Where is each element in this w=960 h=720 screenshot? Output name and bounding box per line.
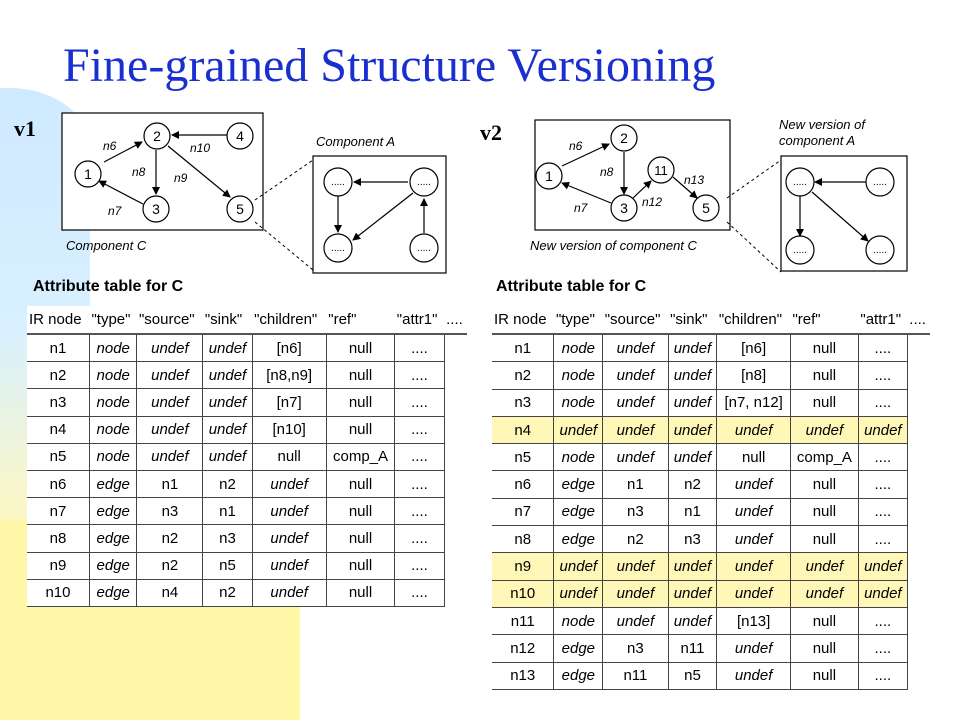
v1-node-2-label: 2 [153,128,161,144]
table-cell: undef [717,580,791,607]
table-cell: undef [668,416,717,443]
column-header: "ref" [790,306,858,334]
table-cell: .... [395,470,444,497]
table-cell: undef [252,525,326,552]
table-cell: n1 [603,471,668,498]
table-cell: [n10] [252,416,326,443]
table-cell: n3 [27,389,89,416]
v1-edge-n7: n7 [108,204,122,218]
table-cell: n11 [668,635,717,662]
table-cell: n7 [27,498,89,525]
table-cell: undef [603,444,668,471]
table-cell: n3 [603,635,668,662]
v2-comp-a-node: ..... [873,177,887,188]
table-cell: undef [603,362,668,389]
column-header: "sink" [668,306,717,334]
table-cell: undef [603,607,668,634]
table-cell: n3 [492,389,554,416]
table-row [27,416,467,443]
v1-component-a [313,156,446,273]
table-row [27,334,467,362]
v2-comp-a-node: ..... [793,177,807,188]
table-cell: undef [554,553,603,580]
table-cell: edge [554,498,603,525]
table-cell: null [326,579,395,606]
v2-node-5-label: 5 [702,200,710,216]
attribute-table-v1 [27,306,467,607]
table-cell: n9 [27,552,89,579]
column-header: "attr1" [395,306,444,334]
table-cell: .... [395,416,444,443]
table-cell: undef [717,471,791,498]
v1-edge-n6: n6 [103,139,117,153]
table-cell: node [89,389,137,416]
table-cell: n2 [203,470,252,497]
table-row [27,389,467,416]
v1-node-1 [75,161,101,187]
table-cell: n2 [668,471,717,498]
table-cell: null [790,498,858,525]
v2-edge-n7: n7 [574,201,588,215]
table-cell: undef [668,553,717,580]
table-cell: undef [203,334,252,362]
table-cell: undef [717,416,791,443]
table-cell: n2 [492,362,554,389]
table-cell: undef [203,443,252,470]
v2-comp-a-node: ..... [793,245,807,256]
v2-node-11 [648,157,674,183]
table-cell: null [326,525,395,552]
v1-component-c-label: Component C [66,238,147,253]
table-cell: undef [603,389,668,416]
column-header: "ref" [326,306,395,334]
v2-edge-n13: n13 [684,173,705,187]
table-cell: null [326,416,395,443]
table-cell: .... [395,443,444,470]
table-cell: n2 [27,362,89,389]
v2-component-a-label-1: New version of [779,117,865,132]
v1-edge-n9: n9 [174,171,188,185]
v1-comp-a-node: ..... [331,177,345,188]
table-cell: n2 [137,525,203,552]
table-cell: comp_A [326,443,395,470]
table-cell: n9 [492,553,554,580]
table-cell: undef [137,416,203,443]
table-cell: [n7] [252,389,326,416]
table-cell: n4 [137,579,203,606]
table-row [492,553,930,580]
v1-label: v1 [14,116,36,141]
table-cell: undef [137,362,203,389]
table-cell: undef [252,470,326,497]
table-cell: undef [603,553,668,580]
table-cell: undef [717,498,791,525]
table-cell: null [790,662,858,689]
attribute-table-v2 [492,306,930,690]
table-cell: [n8,n9] [252,362,326,389]
v2-component-a-label-2: component A [779,133,856,148]
table-cell: undef [717,635,791,662]
table-cell: undef [790,553,858,580]
table-cell: [n6] [252,334,326,362]
column-header: "source" [137,306,203,334]
v1-node-3-label: 3 [152,201,160,217]
table-cell: n7 [492,498,554,525]
v2-node-1-label: 1 [545,168,553,184]
table-cell: n11 [492,607,554,634]
table-cell: undef [252,552,326,579]
table-cell: undef [603,580,668,607]
table-row [492,471,930,498]
table-cell: null [790,607,858,634]
table-cell: .... [395,334,444,362]
v1-node-5 [227,196,253,222]
table-cell: null [326,498,395,525]
table-cell: n8 [492,526,554,553]
table-cell: edge [89,552,137,579]
table-cell: undef [790,580,858,607]
table-row [27,498,467,525]
table-cell: edge [89,579,137,606]
column-header: IR node [492,306,554,334]
table-cell: edge [554,526,603,553]
v2-node-2-label: 2 [620,130,628,146]
column-header: .... [444,306,467,334]
table-cell: .... [858,635,907,662]
table-cell: n4 [27,416,89,443]
v1-node-1-label: 1 [84,166,92,182]
table-cell: edge [89,525,137,552]
table-cell: null [790,389,858,416]
table-row [27,552,467,579]
table-cell: [n6] [717,334,791,362]
table-cell: null [326,389,395,416]
table-row [492,607,930,634]
table-cell: .... [395,552,444,579]
table1-title: Attribute table for C [33,278,184,295]
table-cell: node [554,362,603,389]
column-header: "children" [717,306,791,334]
v2-edge-n12: n12 [642,195,663,209]
table-cell: n6 [492,471,554,498]
table-cell: .... [858,389,907,416]
table-cell: node [89,443,137,470]
table-cell: undef [554,416,603,443]
table-row [27,362,467,389]
v1-comp-a-node: ..... [331,243,345,254]
table-cell: undef [252,579,326,606]
table-row [492,416,930,443]
v2-node-3-label: 3 [620,200,628,216]
table-cell: .... [395,389,444,416]
column-header: .... [907,306,930,334]
table-row [492,580,930,607]
table-cell: null [326,470,395,497]
table-cell: n4 [492,416,554,443]
table-cell: undef [717,526,791,553]
table-cell: node [554,334,603,362]
table-cell: undef [717,662,791,689]
v1-edge-n10: n10 [190,141,211,155]
table-cell: .... [395,579,444,606]
table-cell: [n7, n12] [717,389,791,416]
table-row [27,470,467,497]
table-row [492,444,930,471]
table-row [492,389,930,416]
column-header: "children" [252,306,326,334]
table-cell: undef [203,416,252,443]
table-cell: [n13] [717,607,791,634]
table-cell: undef [858,553,907,580]
table-cell: null [790,471,858,498]
table-cell: undef [203,389,252,416]
table-cell: .... [858,362,907,389]
table-row [492,635,930,662]
v1-node-4-label: 4 [236,128,244,144]
table-cell: undef [668,389,717,416]
v2-component-a [781,156,907,271]
table-cell: undef [668,362,717,389]
table-cell: undef [858,416,907,443]
table-cell: n3 [203,525,252,552]
column-header: "source" [603,306,668,334]
table-row [492,334,930,362]
table-cell: undef [668,334,717,362]
table-row [27,525,467,552]
table-cell: .... [858,334,907,362]
graph-diagrams [0,0,960,290]
table-cell: null [790,334,858,362]
table-cell: .... [858,471,907,498]
table-cell: undef [137,389,203,416]
table-cell: node [554,444,603,471]
table-cell: edge [554,471,603,498]
table-cell: undef [717,553,791,580]
table-cell: undef [203,362,252,389]
v1-node-4 [227,123,253,149]
table-cell: n5 [668,662,717,689]
table-cell: comp_A [790,444,858,471]
table-cell: n1 [492,334,554,362]
table-row [27,579,467,606]
table-cell: null [790,526,858,553]
v2-edge-n6: n6 [569,139,583,153]
table-row [27,443,467,470]
v1-node-3 [143,196,169,222]
table-cell: undef [137,443,203,470]
table-cell: edge [89,470,137,497]
column-header: "sink" [203,306,252,334]
table-cell: n5 [27,443,89,470]
table-cell: node [89,362,137,389]
table-cell: .... [858,498,907,525]
v2-component-c [535,120,730,230]
table-cell: n12 [492,635,554,662]
v1-component-a-label: Component A [316,134,396,149]
table-cell: .... [858,662,907,689]
v1-comp-a-node: ..... [417,243,431,254]
table-cell: undef [603,416,668,443]
table-row [492,526,930,553]
table-cell: n2 [603,526,668,553]
table-cell: .... [858,526,907,553]
table-cell: undef [858,580,907,607]
column-header: "attr1" [858,306,907,334]
table-cell: n5 [203,552,252,579]
table-cell: n3 [668,526,717,553]
table-cell: .... [858,444,907,471]
table-cell: n6 [27,470,89,497]
table-row [492,362,930,389]
table-cell: n10 [27,579,89,606]
table-cell: node [89,416,137,443]
table-row [492,662,930,689]
v2-node-1 [536,163,562,189]
table-cell: n13 [492,662,554,689]
table-cell: undef [554,580,603,607]
v2-node-2 [611,125,637,151]
table-header-row [27,306,467,334]
table-cell: null [717,444,791,471]
table-cell: n2 [137,552,203,579]
v2-edge-n8: n8 [600,165,614,179]
table-cell: null [326,362,395,389]
table-cell: n8 [27,525,89,552]
table-cell: n1 [27,334,89,362]
table-cell: null [326,552,395,579]
table-cell: [n8] [717,362,791,389]
table-cell: null [790,362,858,389]
v2-comp-a-node: ..... [873,245,887,256]
table-cell: n1 [203,498,252,525]
v2-label: v2 [480,120,502,145]
table-cell: null [790,635,858,662]
table-cell: null [252,443,326,470]
v1-edge-n8: n8 [132,165,146,179]
table-cell: .... [858,607,907,634]
table-cell: .... [395,362,444,389]
v1-component-c [62,113,263,230]
v2-node-5 [693,195,719,221]
table-cell: undef [668,580,717,607]
table-cell: null [326,334,395,362]
table-cell: n1 [668,498,717,525]
table-cell: n2 [203,579,252,606]
table-cell: edge [554,635,603,662]
table-cell: n3 [137,498,203,525]
table-cell: n11 [603,662,668,689]
v2-node-11-label: 11 [654,163,668,178]
slide-title: Fine-grained Structure Versioning [63,39,716,92]
table-cell: undef [790,416,858,443]
column-header: IR node [27,306,89,334]
table-cell: undef [668,607,717,634]
column-header: "type" [89,306,137,334]
table-cell: undef [137,334,203,362]
column-header: "type" [554,306,603,334]
v2-component-c-label: New version of component C [530,238,697,253]
table-header-row [492,306,930,334]
table-cell: undef [603,334,668,362]
table-cell: undef [252,498,326,525]
v1-node-2 [144,123,170,149]
table-cell: node [89,334,137,362]
table-cell: .... [395,498,444,525]
table-cell: n1 [137,470,203,497]
table-cell: undef [668,444,717,471]
table-cell: edge [89,498,137,525]
v1-comp-a-node: ..... [417,177,431,188]
table-cell: node [554,389,603,416]
table-cell: edge [554,662,603,689]
table-cell: n10 [492,580,554,607]
table-cell: n5 [492,444,554,471]
table-row [492,498,930,525]
v1-node-5-label: 5 [236,201,244,217]
table-cell: node [554,607,603,634]
table2-title: Attribute table for C [496,278,647,295]
v2-node-3 [611,195,637,221]
table-cell: .... [395,525,444,552]
table-cell: n3 [603,498,668,525]
